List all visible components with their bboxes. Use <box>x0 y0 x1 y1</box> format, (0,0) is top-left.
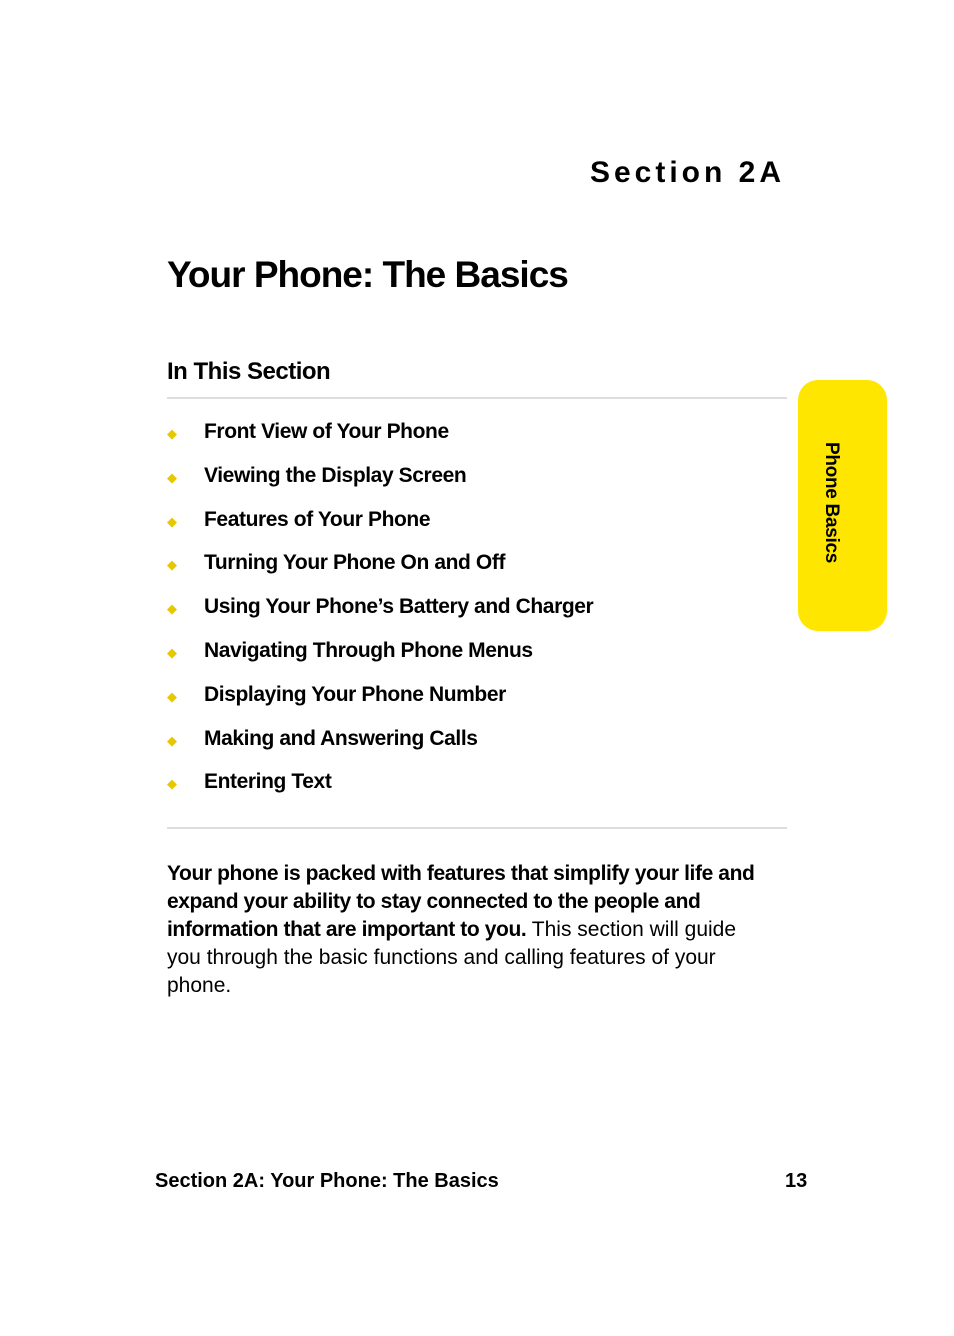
footer-title: Section 2A: Your Phone: The Basics <box>155 1170 499 1192</box>
intro-bold-text: Your phone is packed with features that simplify your life and expand your ability to stay connected to the people and information that are important to you. <box>167 862 755 941</box>
topic-label: Front View of Your Phone <box>204 420 449 443</box>
diamond-bullet-icon: ◆ <box>167 601 177 617</box>
divider-top <box>167 397 787 399</box>
page-title: Your Phone: The Basics <box>167 254 568 295</box>
topic-label: Displaying Your Phone Number <box>204 682 506 706</box>
topic-label: Turning Your Phone On and Off <box>204 551 506 575</box>
topic-label: Entering Text <box>204 770 332 794</box>
list-item <box>167 420 593 464</box>
list-item <box>167 595 593 639</box>
intro-normal-text: This section will guide you through the basic functions and calling features of your phone. <box>167 918 737 997</box>
topic-label: Navigating Through Phone Menus <box>204 638 533 662</box>
diamond-bullet-icon: ◆ <box>167 513 177 529</box>
topic-label: Using Your Phone’s Battery and Charger <box>204 595 594 619</box>
diamond-bullet-icon: ◆ <box>167 776 177 792</box>
list-item <box>167 639 593 683</box>
side-tab <box>798 380 887 631</box>
diamond-bullet-icon: ◆ <box>167 644 177 660</box>
list-item <box>167 551 593 595</box>
section-label: Section 2A <box>589 156 785 189</box>
topic-label: Viewing the Display Screen <box>204 463 467 487</box>
diamond-bullet-icon: ◆ <box>167 688 177 704</box>
topic-label: Making and Answering Calls <box>204 726 478 750</box>
topic-list <box>167 420 593 814</box>
list-item <box>167 508 593 552</box>
intro-paragraph <box>167 860 767 1000</box>
in-this-section-heading: In This Section <box>167 358 331 385</box>
diamond-bullet-icon: ◆ <box>167 732 177 748</box>
list-item <box>167 464 593 508</box>
list-item <box>167 683 593 727</box>
list-item <box>167 770 593 814</box>
list-item <box>167 727 593 771</box>
page-number: 13 <box>785 1170 808 1192</box>
diamond-bullet-icon: ◆ <box>167 557 177 573</box>
divider-bottom <box>167 827 787 829</box>
side-tab-label: Phone Basics <box>821 442 842 564</box>
diamond-bullet-icon: ◆ <box>167 426 177 441</box>
diamond-bullet-icon: ◆ <box>167 469 177 485</box>
topic-label: Features of Your Phone <box>204 507 431 531</box>
